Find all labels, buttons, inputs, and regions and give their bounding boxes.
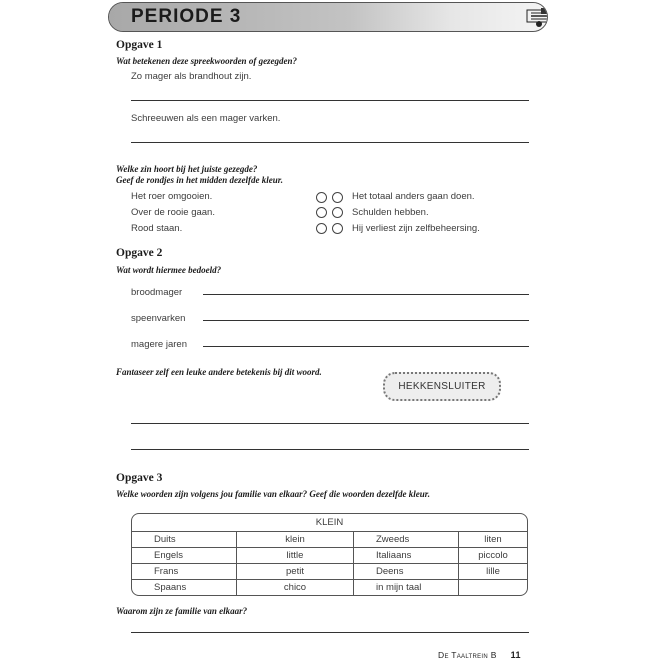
table-row <box>132 564 527 580</box>
opgave1-heading: Opgave 1 <box>116 39 163 51</box>
language-cell: Italiaans <box>354 548 459 564</box>
opgave3-heading: Opgave 3 <box>116 472 163 484</box>
answer-line[interactable] <box>131 100 529 101</box>
right-meaning: Het totaal anders gaan doen. <box>352 191 475 202</box>
language-cell: in mijn taal <box>354 580 459 595</box>
right-meaning: Hij verliest zijn zelfbeheersing. <box>352 223 480 234</box>
table-row <box>132 548 527 564</box>
answer-line[interactable] <box>203 320 529 321</box>
opgave3-question: Welke woorden zijn volgens jou familie van elkaar? Geef die woorden dezelfde kleur. <box>116 489 431 499</box>
left-saying: Over de rooie gaan. <box>131 207 215 218</box>
match-circle[interactable] <box>316 207 327 218</box>
word-badge: HEKKENSLUITER <box>383 372 501 401</box>
answer-line[interactable] <box>203 346 529 347</box>
left-saying: Het roer omgooien. <box>131 191 213 202</box>
language-cell: Duits <box>132 532 237 548</box>
word-cell: chico <box>237 580 354 595</box>
answer-line[interactable] <box>131 632 529 633</box>
answer-line[interactable] <box>131 449 529 450</box>
word-cell: liten <box>459 532 527 548</box>
language-table <box>131 513 528 596</box>
saying-2: Schreeuwen als een mager varken. <box>131 113 281 124</box>
match-circle[interactable] <box>332 192 343 203</box>
match-circle[interactable] <box>316 192 327 203</box>
word-label: speenvarken <box>131 313 186 324</box>
saying-1: Zo mager als brandhout zijn. <box>131 71 252 82</box>
opgave1-question: Wat betekenen deze spreekwoorden of gezegden? <box>116 56 298 66</box>
word-cell-empty[interactable] <box>459 580 527 595</box>
page-header <box>108 2 548 32</box>
opgave1-question2-line2: Geef de rondjes in het midden dezelfde kleur. <box>116 175 283 185</box>
word-cell: klein <box>237 532 354 548</box>
table-row <box>132 580 527 595</box>
opgave2-question: Wat wordt hiermee bedoeld? <box>116 265 222 275</box>
book-title: De Taaltrein B <box>438 650 497 660</box>
answer-line[interactable] <box>131 423 529 424</box>
language-cell: Engels <box>132 548 237 564</box>
word-label: broodmager <box>131 287 183 298</box>
opgave2-heading: Opgave 2 <box>116 247 163 259</box>
answer-line[interactable] <box>131 142 529 143</box>
right-meaning: Schulden hebben. <box>352 207 429 218</box>
table-row <box>132 532 527 548</box>
answer-line[interactable] <box>203 294 529 295</box>
fantasy-question: Fantaseer zelf een leuke andere betekenis bij dit woord. <box>116 367 322 377</box>
page-number: 11 <box>510 650 521 660</box>
word-cell: piccolo <box>459 548 527 564</box>
word-label: magere jaren <box>131 339 187 350</box>
language-cell: Zweeds <box>354 532 459 548</box>
language-cell: Spaans <box>132 580 237 595</box>
page-title: PERIODE 3 <box>131 6 242 27</box>
word-cell: petit <box>237 564 354 580</box>
opgave1-question2-line1: Welke zin hoort bij het juiste gezegde? <box>116 164 258 174</box>
language-cell: Deens <box>354 564 459 580</box>
match-circle[interactable] <box>332 207 343 218</box>
word-cell: little <box>237 548 354 564</box>
train-icon <box>521 6 548 28</box>
left-saying: Rood staan. <box>131 223 183 234</box>
match-circle[interactable] <box>316 223 327 234</box>
table-title: KLEIN <box>132 514 527 532</box>
opgave3-question2: Waarom zijn ze familie van elkaar? <box>116 606 248 616</box>
language-cell: Frans <box>132 564 237 580</box>
match-circle[interactable] <box>332 223 343 234</box>
word-cell: lille <box>459 564 527 580</box>
page-footer <box>438 650 521 660</box>
